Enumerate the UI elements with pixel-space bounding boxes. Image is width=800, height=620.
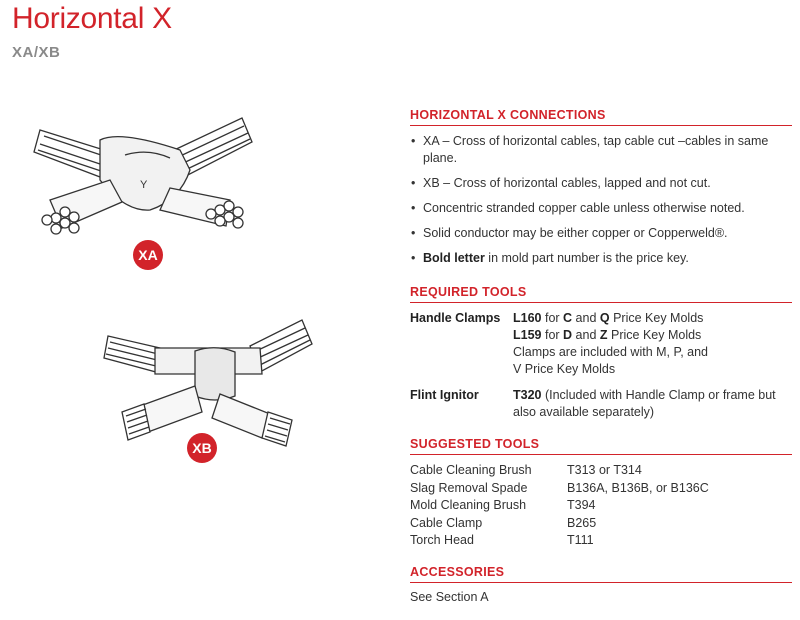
- suggested-tools-table: [410, 463, 792, 551]
- page-subtitle: XA/XB: [12, 44, 61, 61]
- xb-badge: XB: [187, 433, 217, 463]
- table-row: Torch Head T111: [410, 533, 594, 547]
- list-item: • Concentric stranded copper cable unless otherwise noted.: [410, 200, 792, 217]
- table-row: Mold Cleaning Brush T394: [410, 498, 596, 512]
- page-title: Horizontal X: [12, 2, 172, 35]
- flint-ignitor-value: T320 (Included with Handle Clamp or frame but also available separately): [513, 388, 776, 419]
- flint-ignitor-row: [410, 387, 792, 423]
- required-tools-heading: REQUIRED TOOLS: [410, 285, 792, 303]
- xa-badge: XA: [133, 240, 163, 270]
- table-row: Slag Removal Spade B136A, B136B, or B136C: [410, 480, 709, 495]
- cable-cross-tap-icon: [30, 100, 260, 250]
- connections-heading: HORIZONTAL X CONNECTIONS: [410, 108, 792, 126]
- list-item: • XA – Cross of horizontal cables, tap cable cut –cables in same plane.: [410, 133, 792, 167]
- handle-clamps-label: Handle Clamps: [410, 311, 501, 325]
- table-row: Cable Cleaning Brush T313 or T314: [410, 463, 642, 477]
- handle-clamps-row: [410, 310, 792, 380]
- list-item: • Bold letter in mold part number is the price key.: [410, 250, 792, 267]
- list-item: • Solid conductor may be either copper or Copperweld®.: [410, 225, 792, 242]
- accessories-heading: ACCESSORIES: [410, 565, 792, 583]
- handle-clamps-value: L160 for C and Q Price Key Molds L159 for D and Z Price Key Molds Clamps are included with M, P, and V Price Key Molds: [513, 311, 709, 376]
- flint-ignitor-label: Flint Ignitor: [410, 388, 479, 402]
- list-item: • XB – Cross of horizontal cables, lapped and not cut.: [410, 175, 792, 192]
- connections-list: [410, 133, 792, 275]
- accessories-text: See Section A: [410, 590, 489, 604]
- svg-text:Y: Y: [140, 179, 148, 191]
- table-row: Cable Clamp B265: [410, 515, 597, 530]
- suggested-tools-heading: SUGGESTED TOOLS: [410, 437, 792, 455]
